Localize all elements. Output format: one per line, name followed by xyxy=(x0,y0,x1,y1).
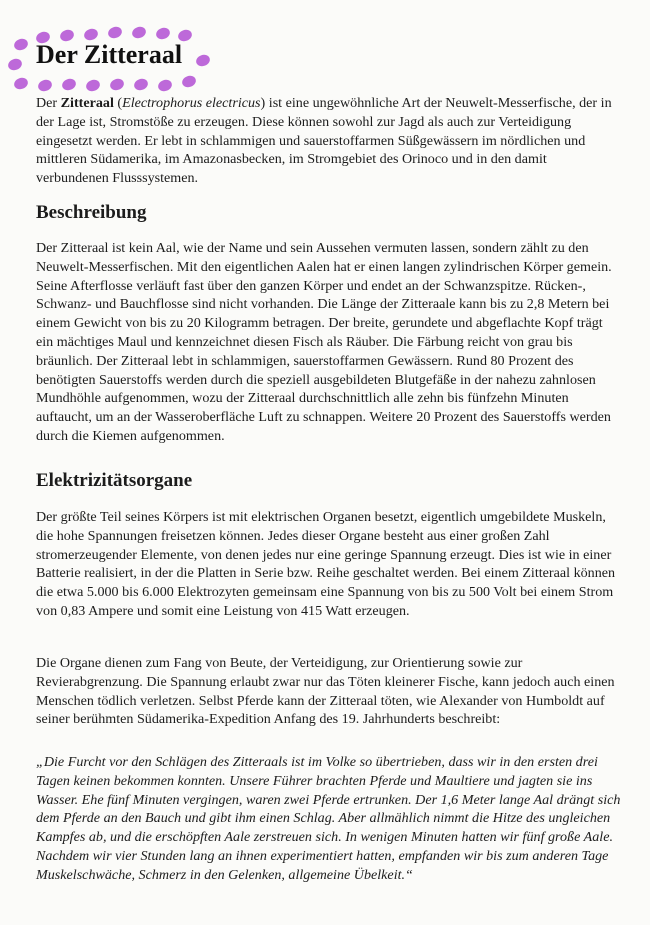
intro-lead-term: Zitteraal xyxy=(60,95,114,111)
elektrizitaet-paragraph-1: Der größte Teil seines Körpers ist mit elektrischen Organen besetzt, eigentlich umgebildete Muskeln, die hohe Spannungen freisetzen können. Jedes dieser Organe besteht aus einer großen Zahl stromerzeugender Elemente, von denen jedes nur eine geringe Spannung erzeugt. Dies ist wie in einer Batterie realisiert, in der die Platten in Serie bzw. Reihe geschaltet werden. Bei einem Zitteraal können die etwa 5.000 bis 6.000 Elektrozyten gemeinsam eine Spannung von bis zu 500 Volt bei einem Strom von 0,83 Ampere und somit eine Leistung von 415 Watt erzeugen. xyxy=(36,509,616,619)
dot xyxy=(195,53,212,68)
intro-latin-name: Electrophorus electricus xyxy=(122,95,261,111)
intro-prefix: Der xyxy=(36,95,61,111)
dot xyxy=(181,74,198,89)
dot xyxy=(13,76,30,91)
section-heading-beschreibung: Beschreibung xyxy=(36,202,147,223)
dot xyxy=(61,77,78,92)
dot xyxy=(131,25,148,40)
intro-text: ist eine ungewöhnliche Art der Neuwelt-Messerfische, der in der Lage ist, Stromstöße zu erzeugen. Diese können sowohl zur Jagd als auch zur Verteidigung eingesetzt werden. Er lebt in schlammigen und sauerstoffarmen Süßgewässern im nördlichen und mittleren Südamerika, im Amazonasbecken, im Stromgebiet des Orinoco und in den damit verbundenen Flusssystemen. xyxy=(36,95,612,187)
dot xyxy=(85,78,102,93)
section-heading-elektrizitaetsorgane: Elektrizitätsorgane xyxy=(36,470,193,491)
dot xyxy=(133,77,150,92)
dot xyxy=(107,25,124,40)
beschreibung-paragraph: Der Zitteraal ist kein Aal, wie der Name und sein Aussehen vermuten lassen, sondern zählt zu den Neuwelt-Messerfischen. Mit den eigentlichen Aalen hat er einen langen zylindrischen Körper gemein. Seine Afterflosse verläuft fast über den ganzen Körper und endet an der Schwanzspitze. Rücken-, Schwanz- und Bauchflosse sind nicht vorhanden. Die Länge der Zitteraale kann bis zu 2,8 Metern bei einem Gewicht von bis zu 20 Kilogramm betragen. Der breite, gerundete und abgeflachte Kopf trägt ein mächtiges Maul und kennzeichnet diesen Fisch als Räuber. Die Färbung reicht von grau bis bräunlich. Der Zitteraal lebt in schlammigen, sauerstoffarmen Gewässern. Rund 80 Prozent des benötigten Sauerstoffs werden durch die speziell ausgebildeten Blutgefäße in der nahezu zahnlosen Mundhöhle aufgenommen, wozu der Zitteraal durchschnittlich alle zehn bis fünfzehn Minuten auftaucht, um an der Wasseroberfläche Luft zu schnappen. Weitere 20 Prozent des Sauerstoffs werden durch die Kiemen aufgenommen. xyxy=(36,240,612,444)
dot xyxy=(7,57,24,72)
dot xyxy=(155,26,172,41)
intro-open-paren: ( xyxy=(113,95,123,111)
dot xyxy=(13,37,30,52)
intro-paragraph xyxy=(36,94,621,188)
dot xyxy=(157,78,174,93)
dot xyxy=(37,78,54,93)
intro-close-paren: ) xyxy=(260,95,266,111)
page-title: Der Zitteraal xyxy=(36,40,183,69)
dot xyxy=(109,77,126,92)
elektrizitaet-paragraph-2: Die Organe dienen zum Fang von Beute, der Verteidigung, zur Orientierung sowie zur Revierabgrenzung. Die Spannung erlaubt zwar nur das Töten kleinerer Fische, kann jedoch auch einen Menschen tödlich verletzen. Selbst Pferde kann der Zitteraal töten, wie Alexander von Humboldt auf seiner berühmten Südamerika-Expedition Anfang des 19. Jahrhunderts beschreibt: xyxy=(36,655,615,728)
humboldt-quote: „Die Furcht vor den Schlägen des Zitteraals ist im Volke so übertrieben, dass wir in den ersten drei Tagen keinen bekommen konnten. Unsere Führer brachten Pferde und Maultiere und jagten sie ins Wasser. Ehe fünf Minuten vergingen, waren zwei Pferde ertrunken. Der 1,6 Meter lange Aal drängt sich dem Pferde an den Bauch und gibt ihm einen Schlag. Aber allmählich nimmt die Hitze des ungleichen Kampfes ab, und die erschöpften Aale zerstreuen sich. In wenigen Minuten hatten wir fünf große Aale. Nachdem wir vier Stunden lang an ihnen experimentiert hatten, empfanden wir bis zum anderen Tage Muskelschwäche, Schmerz in den Gelenken, allgemeine Übelkeit.“ xyxy=(36,754,621,883)
